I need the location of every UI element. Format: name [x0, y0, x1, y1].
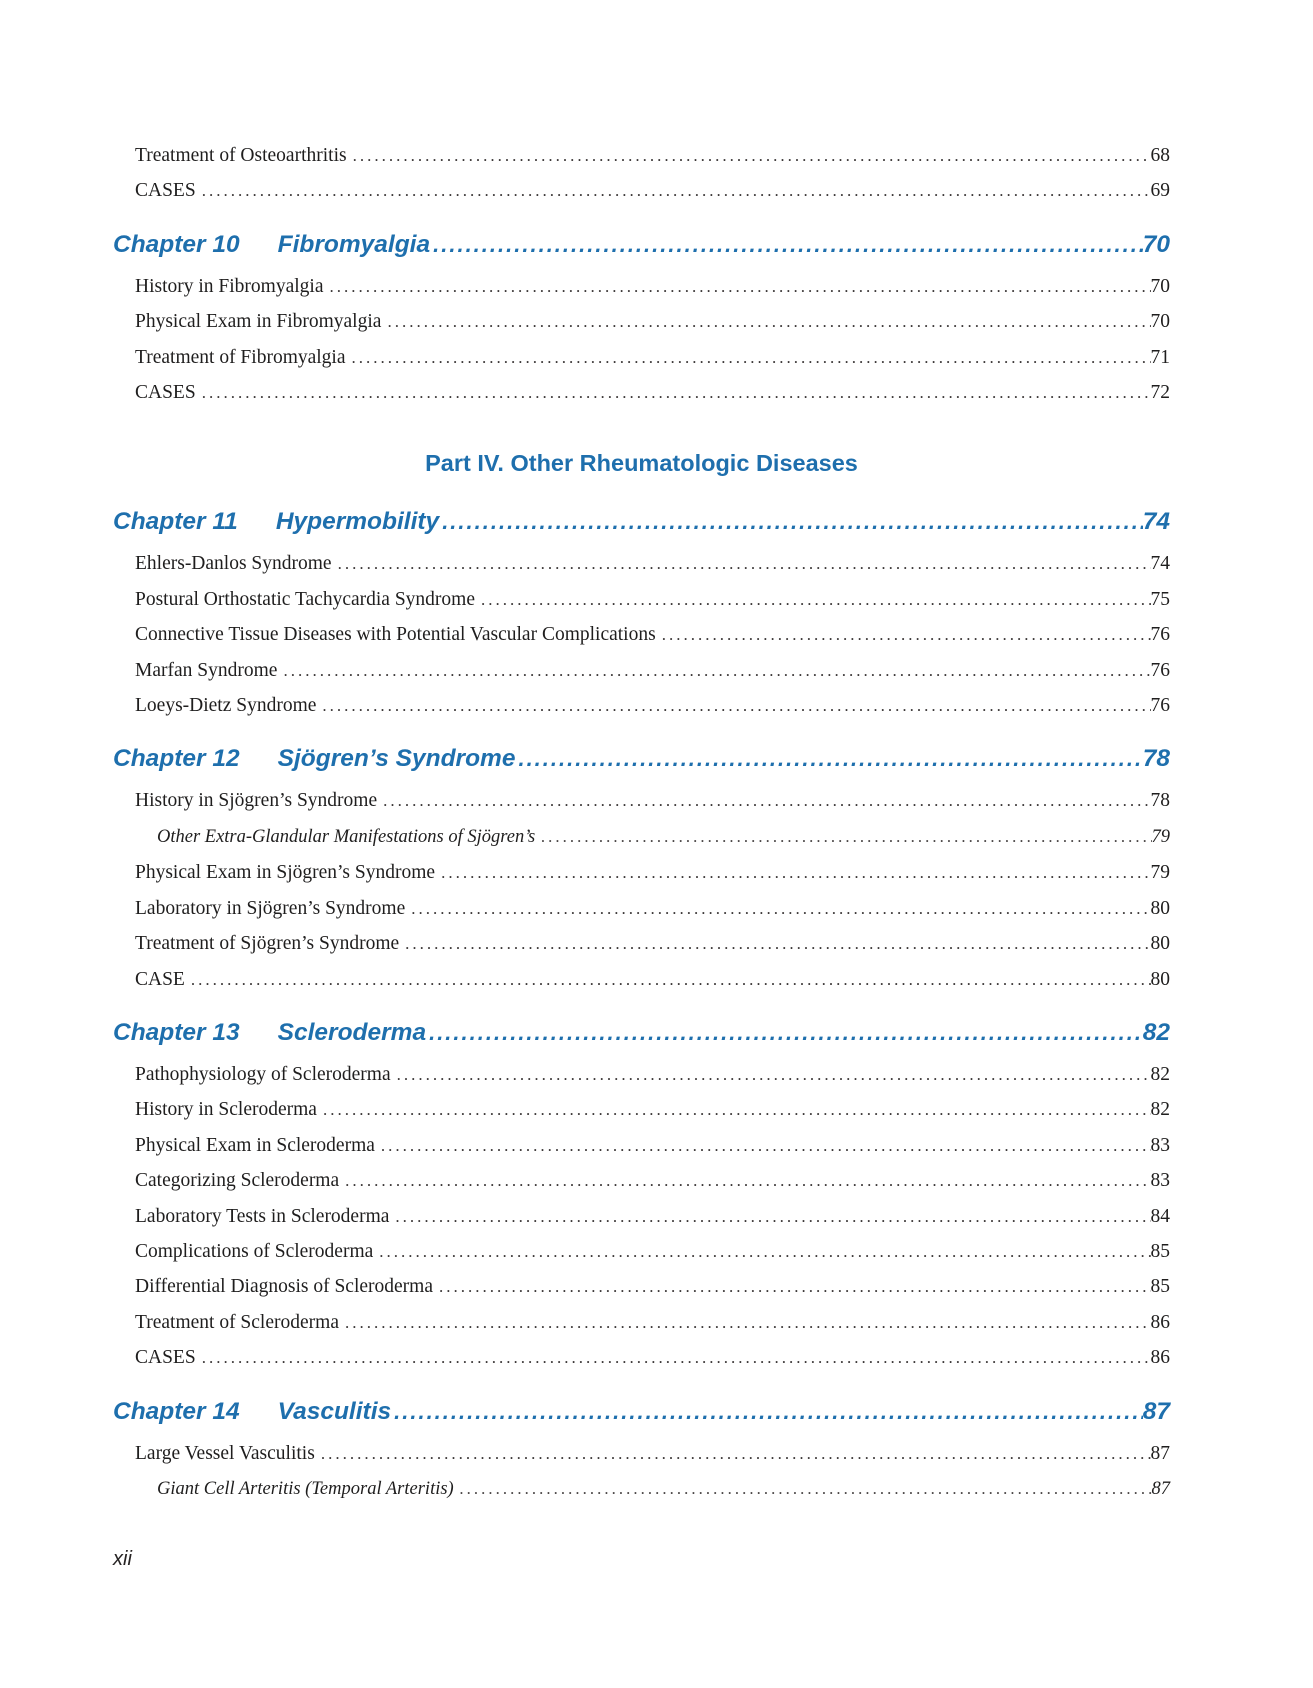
chapter-label: Chapter 10	[113, 230, 240, 258]
dot-leader	[324, 269, 1151, 304]
chapter-page-number: 82	[1142, 1018, 1170, 1046]
dot-leader	[347, 138, 1151, 173]
entry-title: Pathophysiology of Scleroderma	[135, 1063, 391, 1085]
entry-page-number: 72	[1150, 382, 1170, 404]
entry-title: Marfan Syndrome	[135, 659, 278, 681]
dot-leader	[317, 1092, 1151, 1127]
chapter-page-number: 78	[1142, 745, 1170, 773]
dot-leader	[435, 855, 1150, 890]
dot-leader	[332, 546, 1151, 581]
toc-entry-row[interactable]	[113, 1305, 1170, 1340]
entry-title: Loeys-Dietz Syndrome	[135, 695, 317, 717]
entry-title: Physical Exam in Scleroderma	[135, 1134, 375, 1156]
entry-page-number: 76	[1150, 659, 1170, 681]
chapter-label: Chapter 13	[113, 1018, 240, 1046]
chapter-label: Chapter 14	[113, 1397, 240, 1425]
entry-title: Differential Diagnosis of Scleroderma	[135, 1276, 434, 1298]
entry-page-number: 69	[1150, 180, 1170, 202]
entry-title: CASE	[135, 968, 185, 990]
entry-page-number: 82	[1150, 1099, 1170, 1121]
part-heading: Part IV. Other Rheumatologic Diseases	[425, 450, 858, 477]
dot-leader	[399, 926, 1150, 961]
entry-page-number: 85	[1150, 1276, 1170, 1298]
chapter-label: Chapter 11	[113, 508, 238, 536]
toc-entry-row[interactable]	[113, 1471, 1170, 1507]
entry-title: Ehlers-Danlos Syndrome	[135, 553, 332, 575]
entry-page-number: 71	[1150, 346, 1170, 368]
chapter-title: Fibromyalgia	[277, 230, 431, 258]
dot-leader	[405, 891, 1150, 926]
dot-leader	[339, 1163, 1150, 1198]
chapter-label: Chapter 12	[113, 745, 240, 773]
dot-leader	[381, 304, 1150, 339]
toc-entry-row[interactable]	[113, 962, 1170, 997]
dot-leader	[196, 173, 1151, 208]
entry-title: Treatment of Osteoarthritis	[135, 145, 347, 166]
toc-chapter-row[interactable]	[113, 1388, 1170, 1436]
entry-title: Treatment of Sjögren’s Syndrome	[135, 933, 400, 955]
entry-title: Categorizing Scleroderma	[135, 1170, 340, 1192]
dot-leader	[426, 1009, 1143, 1057]
entry-title: Treatment of Fibromyalgia	[135, 346, 346, 368]
entry-title: CASES	[135, 382, 196, 404]
toc-entry-row[interactable]	[113, 1163, 1170, 1198]
toc-entry-row[interactable]	[113, 1128, 1170, 1163]
entry-title: Giant Cell Arteritis (Temporal Arteritis)	[157, 1478, 454, 1499]
dot-leader	[515, 735, 1142, 783]
entry-title: Connective Tissue Diseases with Potential Vascular Complications	[135, 624, 656, 646]
dot-leader	[377, 783, 1150, 818]
dot-leader	[391, 1057, 1151, 1092]
toc-entry-row[interactable]	[113, 269, 1170, 304]
entry-page-number: 76	[1150, 624, 1170, 646]
entry-title: Laboratory Tests in Scleroderma	[135, 1205, 390, 1227]
entry-page-number: 76	[1150, 695, 1170, 717]
entry-page-number: 87	[1151, 1478, 1170, 1499]
entry-page-number: 83	[1150, 1134, 1170, 1156]
toc-entry-row[interactable]	[113, 546, 1170, 581]
chapter-title: Hypermobility	[275, 508, 440, 536]
entry-title: History in Sjögren’s Syndrome	[135, 790, 378, 812]
dot-leader	[656, 617, 1151, 652]
toc-chapter-row[interactable]	[113, 735, 1170, 783]
toc-entry-row[interactable]	[113, 617, 1170, 652]
dot-leader	[389, 1199, 1150, 1234]
page-folio: xii	[113, 1548, 132, 1570]
entry-title: CASES	[135, 180, 196, 202]
toc-entry-row[interactable]	[113, 819, 1170, 855]
entry-page-number: 80	[1150, 897, 1170, 919]
dot-leader	[346, 340, 1151, 375]
toc-entry-row[interactable]	[113, 855, 1170, 890]
dot-leader	[316, 688, 1150, 723]
entry-page-number: 80	[1150, 933, 1170, 955]
dot-leader	[391, 1388, 1143, 1436]
toc-entry-row[interactable]	[113, 1340, 1170, 1375]
entry-page-number: 79	[1151, 826, 1170, 847]
dot-leader	[430, 221, 1143, 269]
entry-title: Laboratory in Sjögren’s Syndrome	[135, 897, 406, 919]
entry-title: Treatment of Scleroderma	[135, 1311, 339, 1333]
toc-entry-row[interactable]	[113, 1057, 1170, 1092]
chapter-title: Scleroderma	[277, 1018, 427, 1046]
entry-page-number: 74	[1150, 553, 1170, 575]
entry-page-number: 83	[1150, 1170, 1170, 1192]
chapter-title: Sjögren’s Syndrome	[277, 745, 516, 773]
entry-title: Other Extra-Glandular Manifestations of Sjögren’s	[157, 826, 536, 847]
toc-entry-row[interactable]	[113, 1092, 1170, 1127]
toc-chapter-row[interactable]	[113, 221, 1170, 269]
toc-entry-row[interactable]	[113, 926, 1170, 961]
dot-leader	[277, 653, 1150, 688]
toc-entry-row[interactable]	[113, 138, 1170, 173]
chapter-page-number: 70	[1142, 230, 1170, 258]
dot-leader	[373, 1234, 1150, 1269]
toc-entry-row[interactable]	[113, 688, 1170, 723]
toc-entry-row[interactable]	[113, 173, 1170, 208]
entry-page-number: 75	[1150, 588, 1170, 610]
dot-leader	[375, 1128, 1151, 1163]
entry-page-number: 85	[1150, 1240, 1170, 1262]
entry-page-number: 86	[1150, 1347, 1170, 1369]
toc-entry-row[interactable]	[113, 1234, 1170, 1269]
toc-entry-row[interactable]	[113, 304, 1170, 339]
chapter-title: Vasculitis	[277, 1397, 392, 1425]
toc-entry-row[interactable]	[113, 653, 1170, 688]
toc-entry-row[interactable]	[113, 375, 1170, 410]
chapter-page-number: 74	[1142, 508, 1170, 536]
toc-chapter-row[interactable]	[113, 1009, 1170, 1057]
dot-leader	[185, 962, 1151, 997]
toc-entry-row[interactable]	[113, 1199, 1170, 1234]
dot-leader	[315, 1436, 1151, 1471]
dot-leader	[439, 498, 1143, 546]
entry-page-number: 87	[1150, 1442, 1170, 1464]
entry-title: Large Vessel Vasculitis	[135, 1442, 315, 1464]
entry-title: Postural Orthostatic Tachycardia Syndrome	[135, 588, 475, 610]
entry-page-number: 79	[1150, 862, 1170, 884]
toc-entry-row[interactable]	[113, 891, 1170, 926]
toc-entry-row[interactable]	[113, 582, 1170, 617]
dot-leader	[454, 1471, 1152, 1507]
entry-title: Complications of Scleroderma	[135, 1240, 374, 1262]
entry-page-number: 70	[1150, 311, 1170, 333]
toc-entry-row[interactable]	[113, 1269, 1170, 1304]
entry-title: History in Scleroderma	[135, 1099, 317, 1121]
toc-entry-row[interactable]	[113, 1436, 1170, 1471]
entry-page-number: 82	[1150, 1063, 1170, 1085]
toc-chapter-row[interactable]	[113, 498, 1170, 546]
entry-page-number: 70	[1150, 275, 1170, 297]
chapter-page-number: 87	[1142, 1397, 1170, 1425]
dot-leader	[433, 1269, 1150, 1304]
entry-page-number: 80	[1150, 968, 1170, 990]
entry-title: Physical Exam in Sjögren’s Syndrome	[135, 862, 436, 884]
toc-entry-row[interactable]	[113, 340, 1170, 375]
dot-leader	[196, 1340, 1151, 1375]
entry-title: Physical Exam in Fibromyalgia	[135, 311, 382, 333]
entry-page-number: 78	[1150, 790, 1170, 812]
entry-title: History in Fibromyalgia	[135, 275, 324, 297]
entry-title: CASES	[135, 1347, 196, 1369]
dot-leader	[475, 582, 1151, 617]
entry-page-number: 84	[1150, 1205, 1170, 1227]
entry-page-number: 68	[1150, 145, 1170, 166]
toc-list	[113, 138, 1170, 1507]
entry-page-number: 86	[1150, 1311, 1170, 1333]
toc-entry-row[interactable]	[113, 783, 1170, 818]
dot-leader	[196, 375, 1151, 410]
dot-leader	[339, 1305, 1151, 1340]
dot-leader	[535, 819, 1151, 855]
